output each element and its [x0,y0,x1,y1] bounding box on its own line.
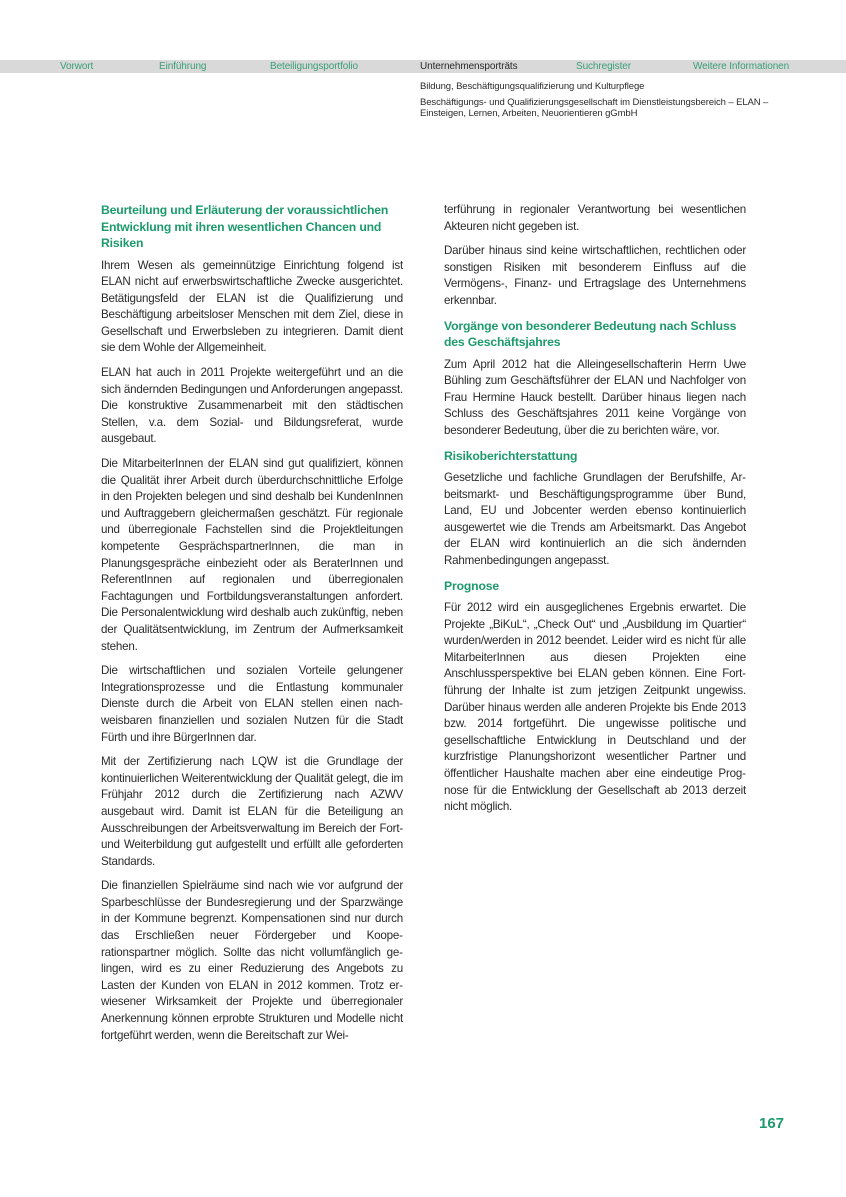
paragraph-forecast: Für 2012 wird ein ausgeglichenes Ergebnis erwartet. Die Projekte „BiKuL“, „Check Out“ und „Ausbildung im Quartier“ wurden/werden in 2012 beendet. Leider wird es nicht für alle MitarbeiterInnen aus diesen Projekten eine Anschlussperspektive bei ELAN geben können. Eine Fortführung der Inhalte ist zum jetzigen Zeitpunkt ungewiss. Darüber hinaus werden alle anderen Projekte bis Ende 2013 bzw. 2014 fortgeführt. Die ungewisse politische und gesellschaftliche Entwicklung in Deutschland und der kurzfristige Planungshorizont wesentlicher Partner und öffentlicher Haushalte machen aber eine eindeutige Prognose für die Entwicklung der Gesellschaft ab 2013 derzeit nicht möglich. [444,601,746,814]
nav-item-unternehmensportraets[interactable]: Unternehmensporträts [420,61,518,72]
heading-post-balance-events: Vorgänge von besonderer Bedeutung nach Schluss des Geschäftsjahres [444,318,737,350]
paragraph-post-balance-events: Zum April 2012 hat die Alleingesellschafterin Herrn Uwe Bühling zum Geschäftsführer der ELAN und Nachfolger von Frau Hermine Hauck bestellt. Darüber hinaus liegen nach Schluss des Geschäftsjahres 2011 keine Vorgänge von besonderer Bedeutung, über die zu berichten wäre, vor. [444,357,746,437]
left-text-column [101,202,403,1052]
company-name-line-1: Beschäftigungs- und Qualifizierungsgesellschaft im Dienstleistungsbereich – ELAN – [420,97,769,108]
heading-risk-reporting: Risikoberichterstattung [444,448,578,463]
company-name-line-2: Einsteigen, Lernen, Arbeiten, Neuorientieren gGmbH [420,108,638,119]
paragraph-no-other-risks: Darüber hinaus sind keine wirtschaftlichen, rechtlichen oder sonstigen Risiken mit besonderem Einfluss auf die Vermögens-, Finanz- und Ertragslage des Unternehmens erkennbar. [444,244,746,307]
paragraph: Ihrem Wesen als gemeinnützige Einrichtung folgend ist ELAN nicht auf erwerbswirtschaftliche Zwecke ausgerichtet. Betätigungsfeld der ELAN ist die Qualifizierung und Beschäftigung arbeitsloser Menschen mit dem Ziel, diese in Gesellschaft und Erwerbsleben zu integrieren. Damit dient sie dem Wohle der Allgemeinheit. [101,258,403,355]
top-navigation-bar [0,60,846,73]
nav-item-suchregister[interactable]: Suchregister [576,61,631,72]
nav-item-weitere-informationen[interactable]: Weitere Informationen [693,61,790,72]
section-category-label: Bildung, Beschäftigungsqualifizierung und Kulturpflege [420,81,645,92]
heading-forecast: Prognose [444,578,500,593]
paragraph: Mit der Zertifizierung nach LQW ist die Grundlage der kontinuierlichen Weiterentwicklung der Qualität gelegt, die im Frühjahr 2012 durch die Zertifizierung nach AZWV ausgebaut wird. Damit ist ELAN für die Beteiligung an Ausschreibungen der Arbeitsverwaltung im Bereich der Fort- und Weiterbildung gut aufgestellt und erfüllt alle geforderten Standards. [101,755,403,868]
paragraph-risk-reporting: Gesetzliche und fachliche Grundlagen der Berufshilfe, Arbeitsmarkt- und Beschäftigungsprogramme über Bund, Land, EU und Jobcenter werden ebenso kontinuierlich ausgewertet wie die Trends am Arbeitsmarkt. Das Angebot der ELAN wird kontinuierlich an die sich ändernden Rahmenbedingungen angepasst. [444,471,746,567]
paragraph: ELAN hat auch in 2011 Projekte weitergeführt und an die sich ändernden Bedingungen und Anforderungen angepasst. Die konstruktive Zusammenarbeit mit den städtischen Stellen, v.a. dem Sozial- und Bildungsreferat, wurde ausgebaut. [101,366,403,446]
paragraph: Die wirtschaftlichen und sozialen Vorteile gelungener Integrationsprozesse und die Entlastung kommunaler Dienste durch die Arbeit von ELAN stellen einen nachweisbaren finanziellen und sozialen Nutzen für die Stadt Fürth und ihre BürgerInnen dar. [101,664,403,744]
right-text-column [444,202,746,824]
paragraph: Die finanziellen Spielräume sind nach wie vor aufgrund der Sparbeschlüsse der Bundesregierung und der Sparzwänge in der Kommune begrenzt. Kompensationen sind nur durch das Erschließen neuer Fördergeber und Kooperationspartner möglich. Sollte das nicht vollumfänglich gelingen, wird es zu einer Reduzierung des Angebots zu Lasten der Kunden von ELAN in 2012 kommen. Trotz erwiesener Wirksamkeit der Projekte und überregionaler Anerkennung können erprobte Strukturen und Modelle nicht fortgeführt werden, wenn die Bereitschaft zur Wei- [101,879,403,1042]
heading-outlook-risks: Beurteilung und Erläuterung der voraussichtlichen Entwicklung mit ihren wesentlichen Chancen und Risiken [101,203,389,250]
nav-item-beteiligungsportfolio[interactable]: Beteiligungsportfolio [270,61,358,72]
paragraph: Die MitarbeiterInnen der ELAN sind gut qualifiziert, können die Qualität ihrer Arbeit durch überdurchschnittliche Erfolge in den Projekten belegen und sind deshalb bei KundenInnen und Auftraggebern gleichermaßen geschätzt. Für regionale und überregionale Fachstellen sind die Projektleitungen kompetente GesprächspartnerInnen, die man in Planungsgespräche einbezieht oder als BeraterInnen und ReferentInnen auf regionalen und überregionalen Fachtagungen und Fortbildungsveranstaltungen anfordert. Die Personalentwicklung wird deshalb auch zukünftig, neben der Qualitätsentwicklung, im Zentrum der Aufmerksamkeit stehen. [101,457,403,653]
paragraph-continuation: terführung in regionaler Verantwortung bei wesentlichen Akteuren nicht gegeben ist. [444,203,746,233]
nav-item-vorwort[interactable]: Vorwort [60,61,94,72]
company-name [420,97,820,119]
nav-item-einfuehrung[interactable]: Einführung [159,61,207,72]
page-number: 167 [759,1115,785,1132]
